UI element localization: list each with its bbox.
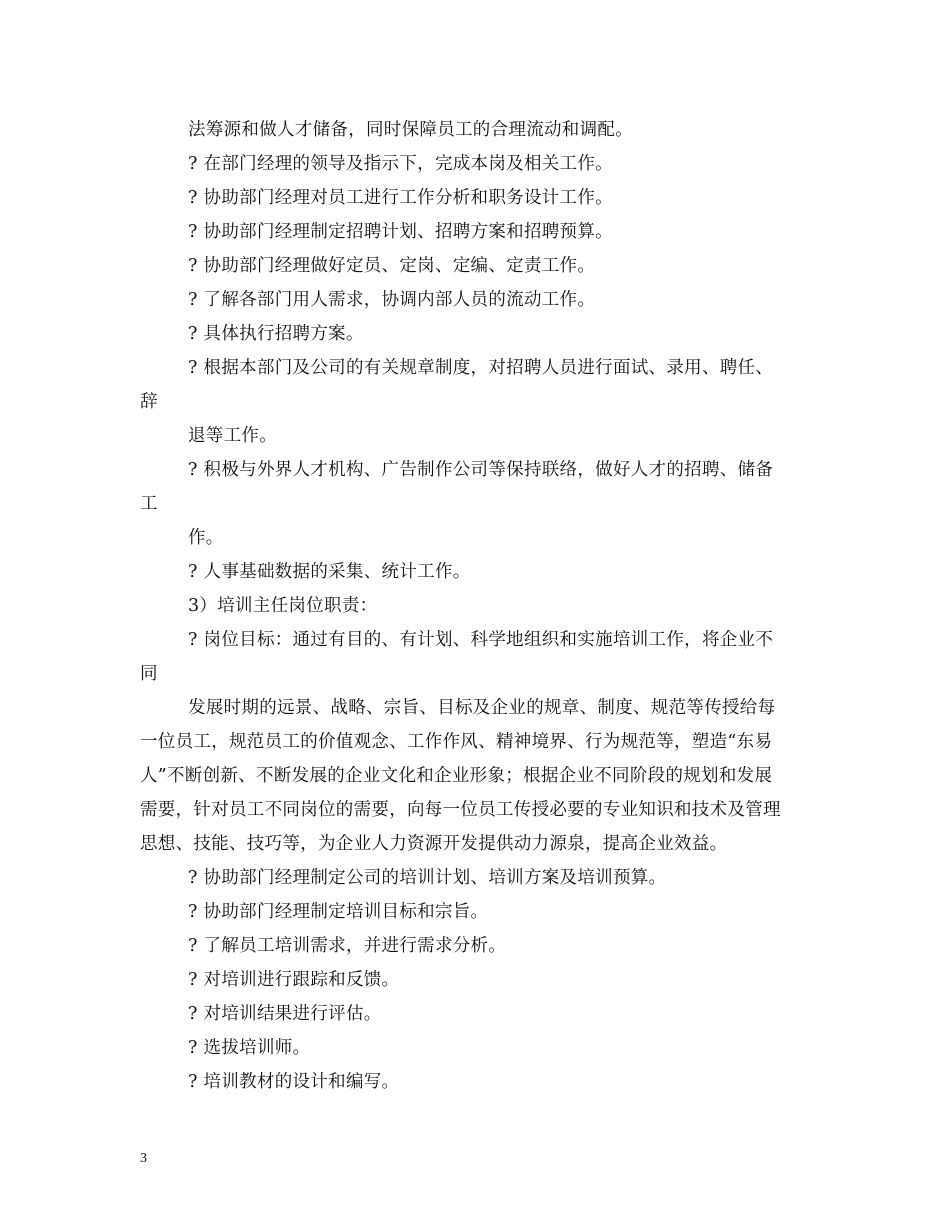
text-line: ? 积极与外界人才机构、广告制作公司等保持联络，做好人才的招聘、储备 [188, 460, 774, 480]
section-heading: 3）培训主任岗位职责： [188, 596, 378, 616]
text-line: ? 人事基础数据的采集、统计工作。 [188, 562, 471, 582]
text-line: ? 协助部门经理做好定员、定岗、定编、定责工作。 [188, 256, 596, 276]
text-line: ? 岗位目标：通过有目的、有计划、科学地组织和实施培训工作，将企业不 [188, 630, 774, 650]
text-line: ? 了解员工培训需求，并进行需求分析。 [188, 936, 507, 956]
text-line: ? 在部门经理的领导及指示下，完成本岗及相关工作。 [188, 154, 613, 174]
text-line: 一位员工，规范员工的价值观念、工作作风、精神境界、行为规范等，塑造“东易 [140, 732, 773, 752]
text-line: ? 协助部门经理对员工进行工作分析和职务设计工作。 [188, 188, 613, 208]
text-line: 工 [140, 494, 158, 514]
text-line: 发展时期的远景、战略、宗旨、目标及企业的规章、制度、规范等传授给每 [188, 698, 776, 718]
text-line: ? 选拔培训师。 [188, 1038, 311, 1058]
text-line: 法筹源和做人才储备，同时保障员工的合理流动和调配。 [188, 120, 633, 140]
text-line: ? 对培训进行跟踪和反馈。 [188, 970, 400, 990]
text-line: ? 协助部门经理制定培训目标和宗旨。 [188, 902, 489, 922]
text-line: ? 协助部门经理制定公司的培训计划、培训方案及培训预算。 [188, 868, 667, 888]
text-line: 思想、技能、技巧等，为企业人力资源开发提供动力源泉，提高企业效益。 [140, 834, 728, 854]
text-line: 辞 [140, 392, 158, 412]
text-line: ? 对培训结果进行评估。 [188, 1004, 382, 1024]
text-line: ? 根据本部门及公司的有关规章制度，对招聘人员进行面试、录用、聘任、 [188, 358, 774, 378]
text-line: 作。 [188, 528, 224, 548]
page-number: 3 [140, 1151, 147, 1166]
text-line: 需要，针对员工不同岗位的需要，向每一位员工传授必要的专业知识和技术及管理 [140, 800, 781, 820]
text-line: ? 了解各部门用人需求，协调内部人员的流动工作。 [188, 290, 596, 310]
text-line: ? 具体执行招聘方案。 [188, 324, 364, 344]
text-line: 人”不断创新、不断发展的企业文化和企业形象；根据企业不同阶段的规划和发展 [140, 766, 773, 786]
text-line: 同 [140, 664, 158, 684]
text-line: ? 培训教材的设计和编写。 [188, 1072, 400, 1092]
text-line: 退等工作。 [188, 426, 277, 446]
text-line: ? 协助部门经理制定招聘计划、招聘方案和招聘预算。 [188, 222, 613, 242]
